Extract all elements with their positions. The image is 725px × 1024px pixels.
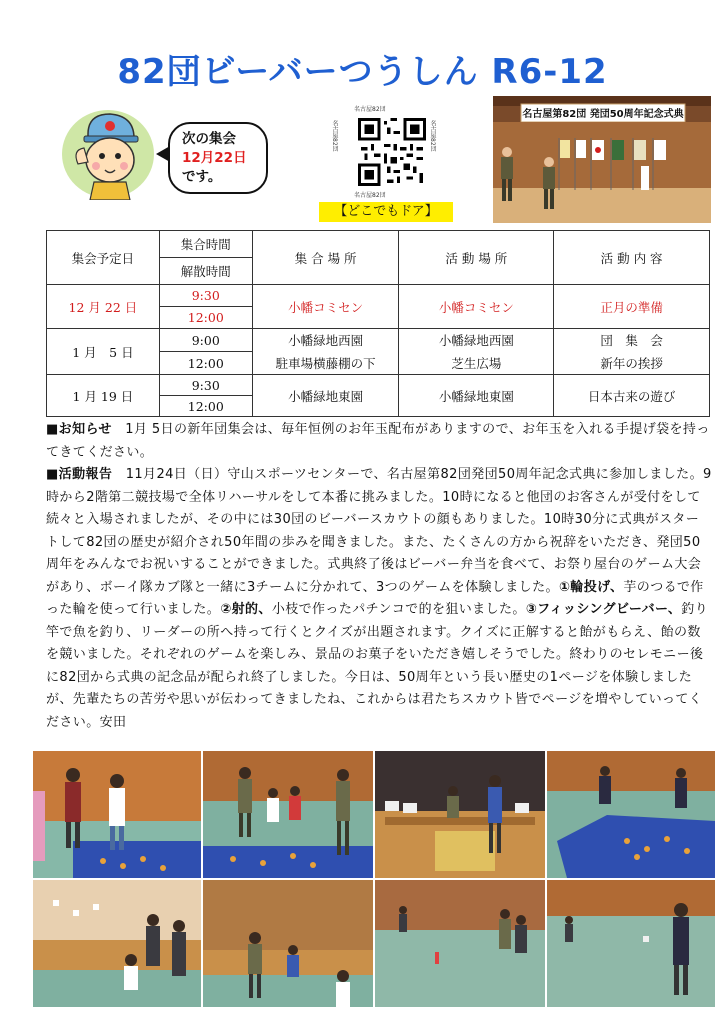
row2-gather-place-2: 駐車場横藤棚の下 (252, 352, 399, 375)
header-activity-place: 活 動 場 所 (399, 231, 554, 285)
game1-label: ①輪投げ、 (558, 579, 624, 595)
header-dismiss-time: 解散時間 (159, 258, 252, 285)
photo-fishing-game-1 (547, 751, 715, 878)
row2-activity-2: 新年の挨拶 (554, 352, 710, 375)
ceremony-stage-photo (493, 96, 711, 223)
photo-target-practice (203, 880, 373, 1007)
qr-code-icon[interactable] (358, 118, 426, 186)
report-text-a: 11月24日（日）守山スポーツセンターで、名古屋第82団発団50周年記念式典に参加しました。9時から2階第二競技場で全体リハーサルをして本番に挑みました。10時になると他団のお客さんが受付をして続々と入場されましたが、その中には30団のビーバースカウトの顔もありました。10時30分に式典がスタートして82団の歴史が紹介され50年間の歩みを聞きました。また、たくさんの方から祝辞をいただき、発団50周年をみんなでお祝いすることができました。式典終了後はビーバー弁当を食べて、お祭り屋台のゲーム大会があり、ボーイ隊カブ隊と一緒に3チームに分かれて、3つのゲームを体験しました。 (46, 467, 712, 595)
beaver-mascot-illustration (58, 104, 158, 200)
row3-activity-place: 小幡緑地東園 (399, 375, 554, 417)
row1-end: 12:00 (159, 307, 252, 329)
report-heading: ■活動報告 (46, 467, 113, 482)
notice-text: 1月 5日の新年団集会は、毎年恒例のお年玉配布がありますので、お年玉を入れる手提げ袋を持ってきてください。 (46, 422, 710, 460)
hero-banner-text: 名古屋第82団 発団50周年記念式典 (522, 109, 684, 120)
row1-activity-place: 小幡コミセン (399, 285, 554, 329)
qr-caption-left: 名古屋82団 (331, 120, 338, 152)
dokodemo-door-label: 【どこでもドア】 (319, 202, 453, 222)
game3-label: ③フィッシングビーバー、 (525, 602, 682, 617)
newsletter-title: 82団ビーバーつうしん R6-12 (117, 52, 608, 92)
bubble-line3: です。 (182, 169, 222, 185)
photo-collage (33, 751, 715, 1007)
row2-gather-place-1: 小幡緑地西園 (252, 329, 399, 352)
game2-text: 小枝で作ったパチンコで的を狙いました。 (271, 602, 526, 617)
notice-heading: ■お知らせ (46, 422, 112, 437)
qr-caption-bottom: 名古屋82団 (354, 192, 386, 199)
row2-date: 1 月 5 日 (47, 329, 160, 375)
header-gather-time: 集合時間 (159, 231, 252, 258)
header-activity: 活 動 内 容 (554, 231, 710, 285)
body-text (46, 419, 712, 734)
row1-activity: 正月の準備 (554, 285, 710, 329)
photo-game-hall (375, 880, 545, 1007)
photo-stage-group (33, 880, 201, 1007)
photo-fishing-game-2 (547, 880, 715, 1007)
notice-paragraph (46, 419, 712, 464)
game3-text: 釣り竿で魚を釣り、リーダーの所へ持って行くとクイズが出題されます。クイズに正解すると飴がもらえ、飴の数を競いました。それぞれのゲームを楽しみ、景品のお菓子をいただき嬉しそうでした。終わりのセレモニー後に82団から式典の記念品が配られ終了しました。今日は、50周年という長い歴史の1ページを体験しましたが、先輩たちの苦労や思いが伝わってきましたね、これからは君たちスカウト皆でページを増やしていってください。安田 (46, 602, 709, 730)
row3-date: 1 月 19 日 (47, 375, 160, 417)
row3-end: 12:00 (159, 396, 252, 417)
row3-activity: 日本古来の遊び (554, 375, 710, 417)
qr-caption-top: 名古屋82団 (354, 106, 386, 113)
row1-date: 12 月 22 日 (47, 285, 160, 329)
row2-start: 9:00 (159, 329, 252, 352)
bubble-date: 12月22日 (182, 150, 247, 166)
game2-label: ②射的、 (220, 602, 272, 617)
row3-gather-place: 小幡緑地東園 (252, 375, 399, 417)
row3-start: 9:30 (159, 375, 252, 396)
header-date: 集会予定日 (47, 231, 160, 285)
schedule-table (46, 230, 710, 417)
next-meeting-bubble (168, 122, 268, 194)
row1-start: 9:30 (159, 285, 252, 307)
qr-caption-right: 名古屋82団 (429, 120, 436, 152)
bubble-line1: 次の集会 (182, 131, 236, 147)
row1-gather-place: 小幡コミセン (252, 285, 399, 329)
row2-activity-place-2: 芝生広場 (399, 352, 554, 375)
photo-ring-toss-1 (33, 751, 201, 878)
report-paragraph (46, 464, 712, 734)
photo-ring-toss-2 (203, 751, 373, 878)
row2-activity-place-1: 小幡緑地西園 (399, 329, 554, 352)
row2-end: 12:00 (159, 352, 252, 375)
header-gather-place: 集 合 場 所 (252, 231, 399, 285)
row2-activity-1: 団 集 会 (554, 329, 710, 352)
photo-shooting-game (375, 751, 545, 878)
game1-text: 芋のつるで作った輪を使って行いました。 (46, 579, 704, 617)
